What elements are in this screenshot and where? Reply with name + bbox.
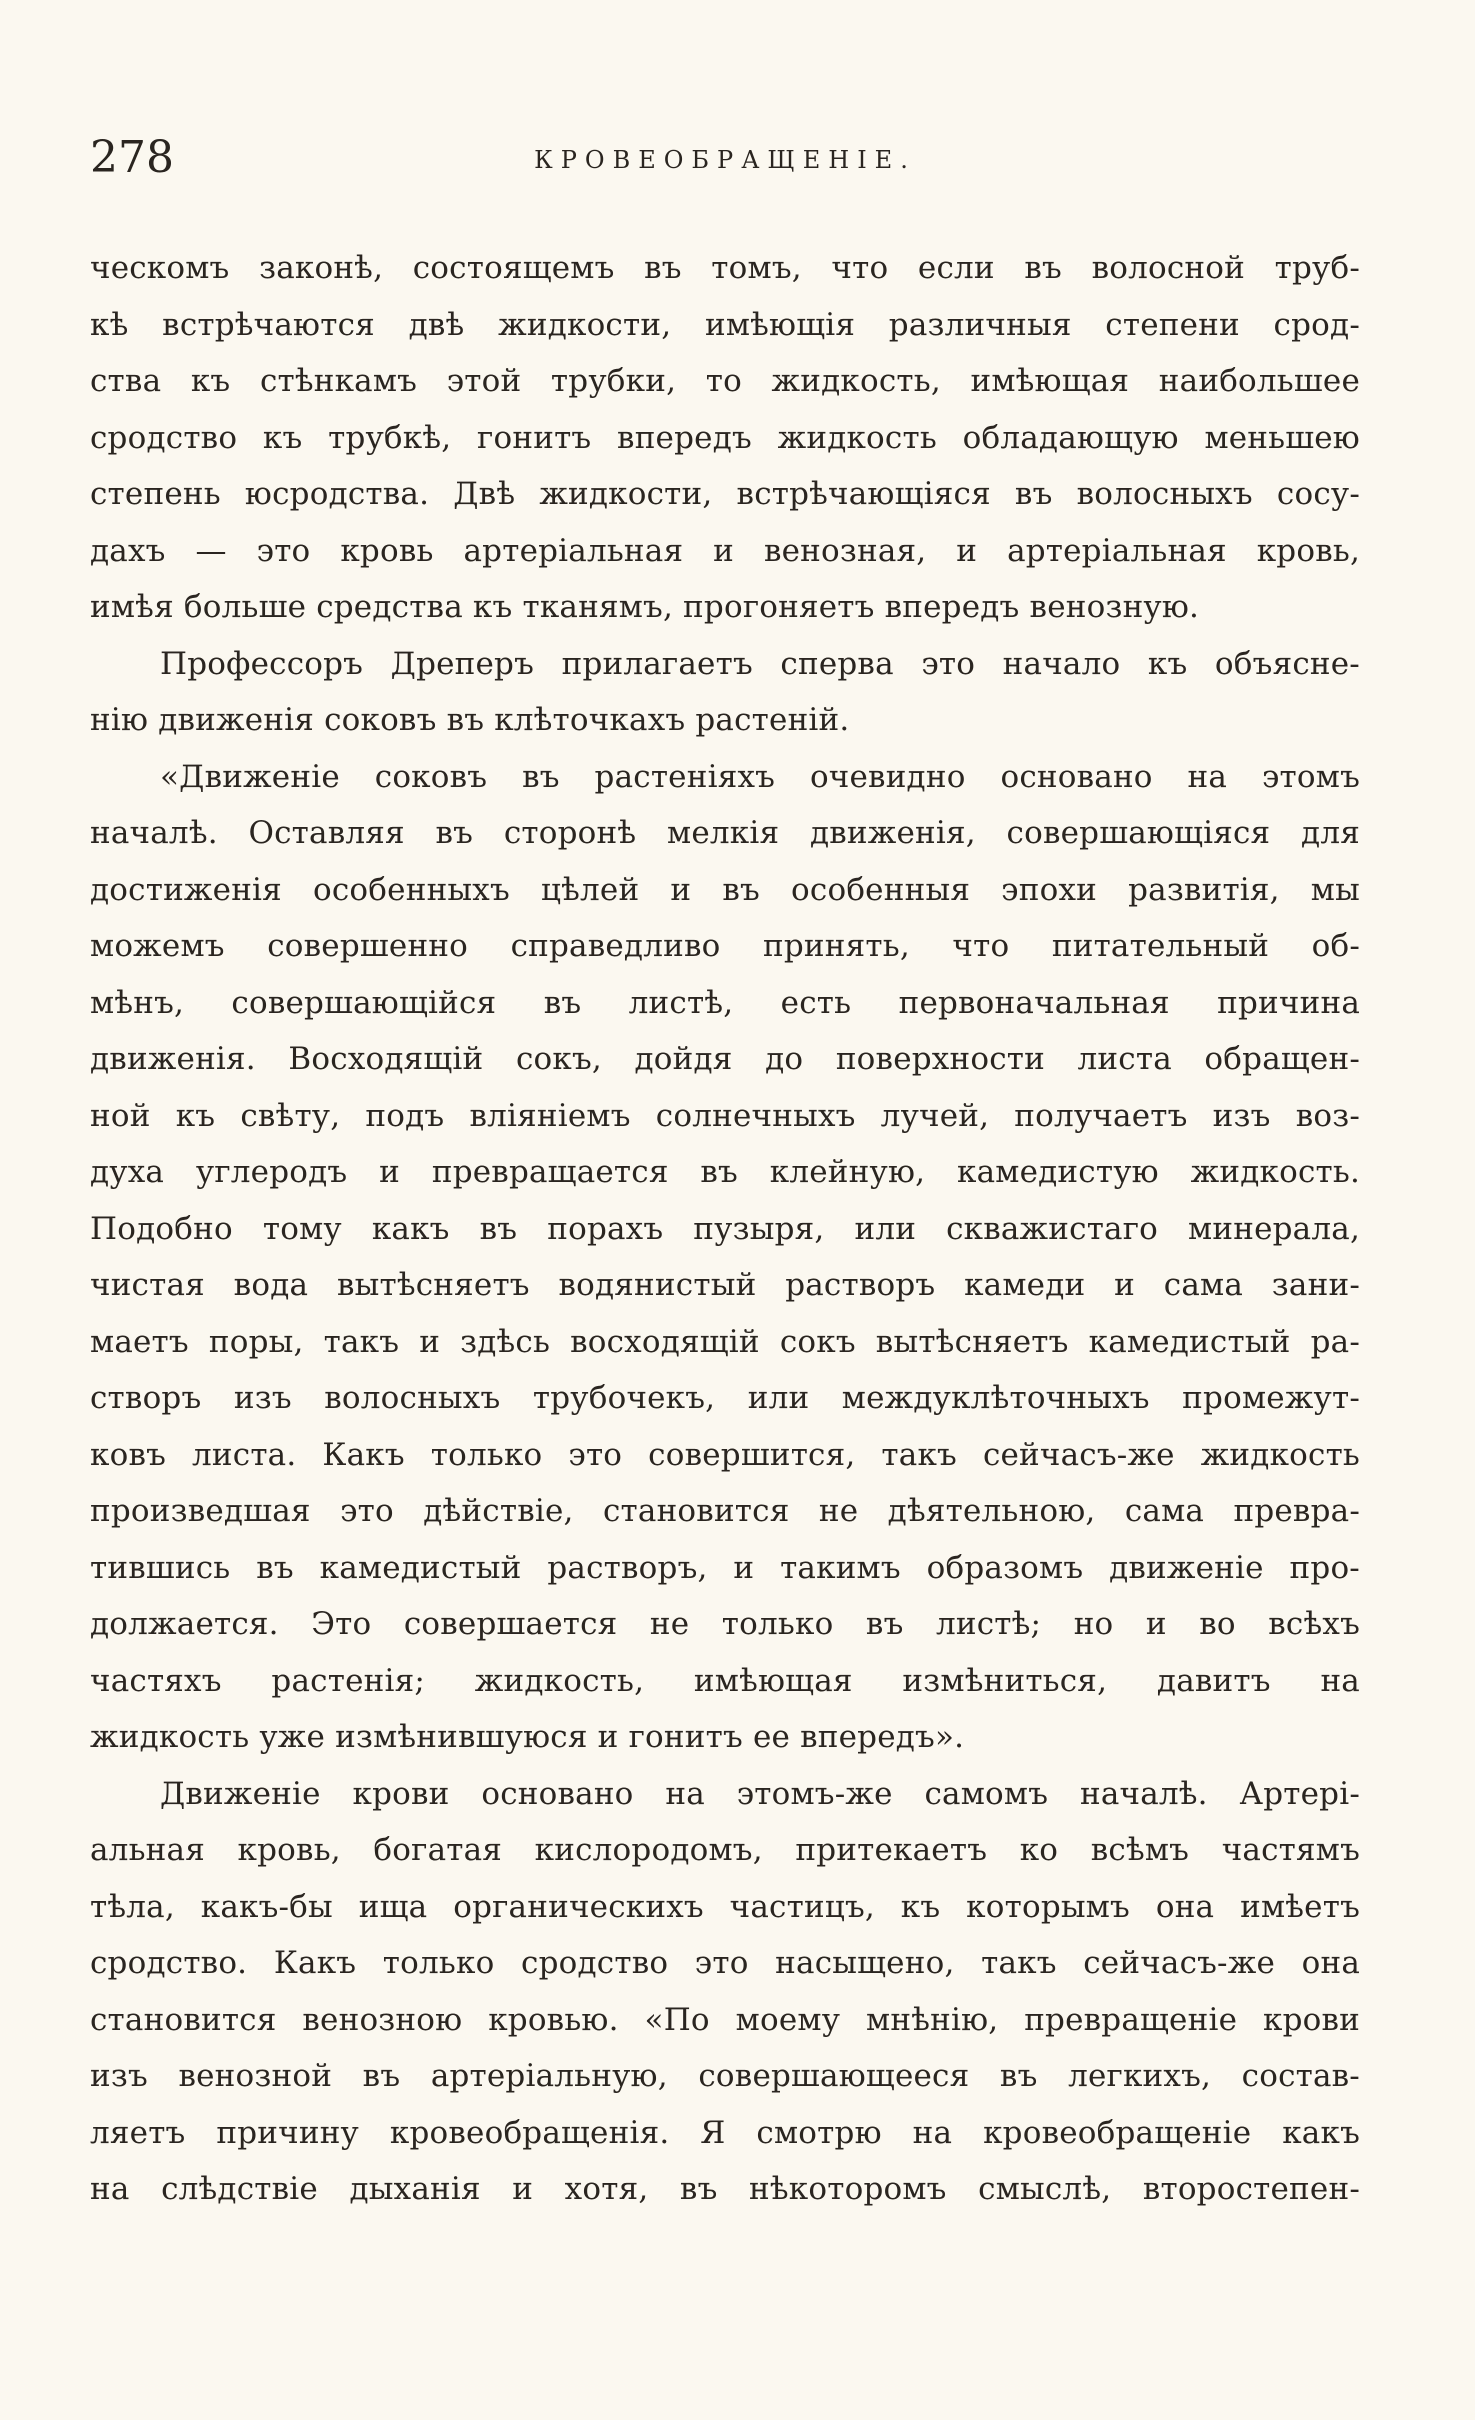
body-text: [90, 240, 1360, 2218]
text-line: Профессоръ Дреперъ прилагаетъ сперва это начало къ объясне-: [160, 645, 1360, 682]
text-line: чистая вода вытѣсняетъ водянистый растворъ камеди и сама зани-: [90, 1267, 1360, 1303]
page-number: 278: [90, 132, 174, 183]
text-line: ной къ свѣту, подъ вліяніемъ солнечныхъ лучей, получаетъ изъ воз-: [90, 1097, 1360, 1134]
text-line: ляетъ причину кровеобращенія. Я смотрю на кровеобращеніе какъ: [90, 2114, 1360, 2151]
text-line: маетъ поры, такъ и здѣсь восходящій сокъ вытѣсняетъ камедистый ра-: [90, 1323, 1360, 1360]
text-line: кѣ встрѣчаются двѣ жидкости, имѣющія различныя степени срод-: [90, 306, 1360, 343]
text-line: жидкость уже измѣнившуюся и гонитъ ее впередъ».: [90, 1719, 965, 1755]
text-line: движенія. Восходящій сокъ, дойдя до поверхности листа обращен-: [90, 1041, 1360, 1077]
text-line: можемъ совершенно справедливо принять, что питательный об-: [90, 928, 1360, 964]
text-line: дахъ — это кровь артеріальная и венозная, и артеріальная кровь,: [90, 532, 1360, 569]
text-line: произведшая это дѣйствіе, становится не дѣятельною, сама превра-: [90, 1493, 1360, 1529]
text-line: частяхъ растенія; жидкость, имѣющая измѣниться, давитъ на: [90, 1662, 1360, 1699]
text-line: нію движенія соковъ въ клѣточкахъ растеній.: [90, 702, 850, 738]
text-line: ческомъ законѣ, состоящемъ въ томъ, что если въ волосной труб-: [90, 250, 1360, 286]
text-line: Подобно тому какъ въ порахъ пузыря, или скважистаго минерала,: [90, 1210, 1360, 1247]
text-line: изъ венозной въ артеріальную, совершающееся въ легкихъ, состав-: [90, 2058, 1360, 2094]
text-line: на слѣдствіе дыханія и хотя, въ нѣкоторомъ смыслѣ, второстепен-: [90, 2171, 1360, 2207]
text-line: ковъ листа. Какъ только это совершится, такъ сейчасъ-же жидкость: [90, 1436, 1360, 1473]
text-line: степень юсродства. Двѣ жидкости, встрѣчающіяся въ волосныхъ сосу-: [90, 476, 1360, 512]
text-line: духа углеродъ и превращается въ клейную, камедистую жидкость.: [90, 1154, 1360, 1190]
text-line: створъ изъ волосныхъ трубочекъ, или междуклѣточныхъ промежут-: [90, 1380, 1360, 1416]
text-line: мѣнъ, совершающійся въ листѣ, есть первоначальная причина: [90, 984, 1360, 1021]
text-line: сродство. Какъ только сродство это насыщено, такъ сейчасъ-же она: [90, 1945, 1360, 1981]
text-line: альная кровь, богатая кислородомъ, притекаетъ ко всѣмъ частямъ: [90, 1832, 1360, 1868]
page-header: [90, 128, 1360, 188]
text-line: «Движеніе соковъ въ растеніяхъ очевидно основано на этомъ: [160, 758, 1360, 795]
text-line: ства къ стѣнкамъ этой трубки, то жидкость, имѣющая наибольшее: [90, 363, 1360, 399]
text-line: должается. Это совершается не только въ листѣ; но и во всѣхъ: [90, 1606, 1360, 1642]
text-line: достиженія особенныхъ цѣлей и въ особенныя эпохи развитія, мы: [90, 871, 1360, 908]
running-title: КРОВЕОБРАЩЕНІЕ.: [534, 146, 916, 174]
text-line: тившись въ камедистый растворъ, и такимъ образомъ движеніе про-: [90, 1549, 1360, 1586]
text-line: тѣла, какъ-бы ища органическихъ частицъ, къ которымъ она имѣетъ: [90, 1888, 1360, 1925]
text-line: имѣя больше средства къ тканямъ, прогоняетъ впередъ венозную.: [90, 589, 1200, 625]
text-line: Движеніе крови основано на этомъ-же самомъ началѣ. Артері-: [160, 1775, 1360, 1812]
text-line: началѣ. Оставляя въ сторонѣ мелкія движенія, совершающіяся для: [90, 815, 1360, 851]
text-line: сродство къ трубкѣ, гонитъ впередъ жидкость обладающую меньшею: [90, 419, 1360, 456]
text-line: становится венозною кровью. «По моему мнѣнію, превращеніе крови: [90, 2001, 1360, 2038]
